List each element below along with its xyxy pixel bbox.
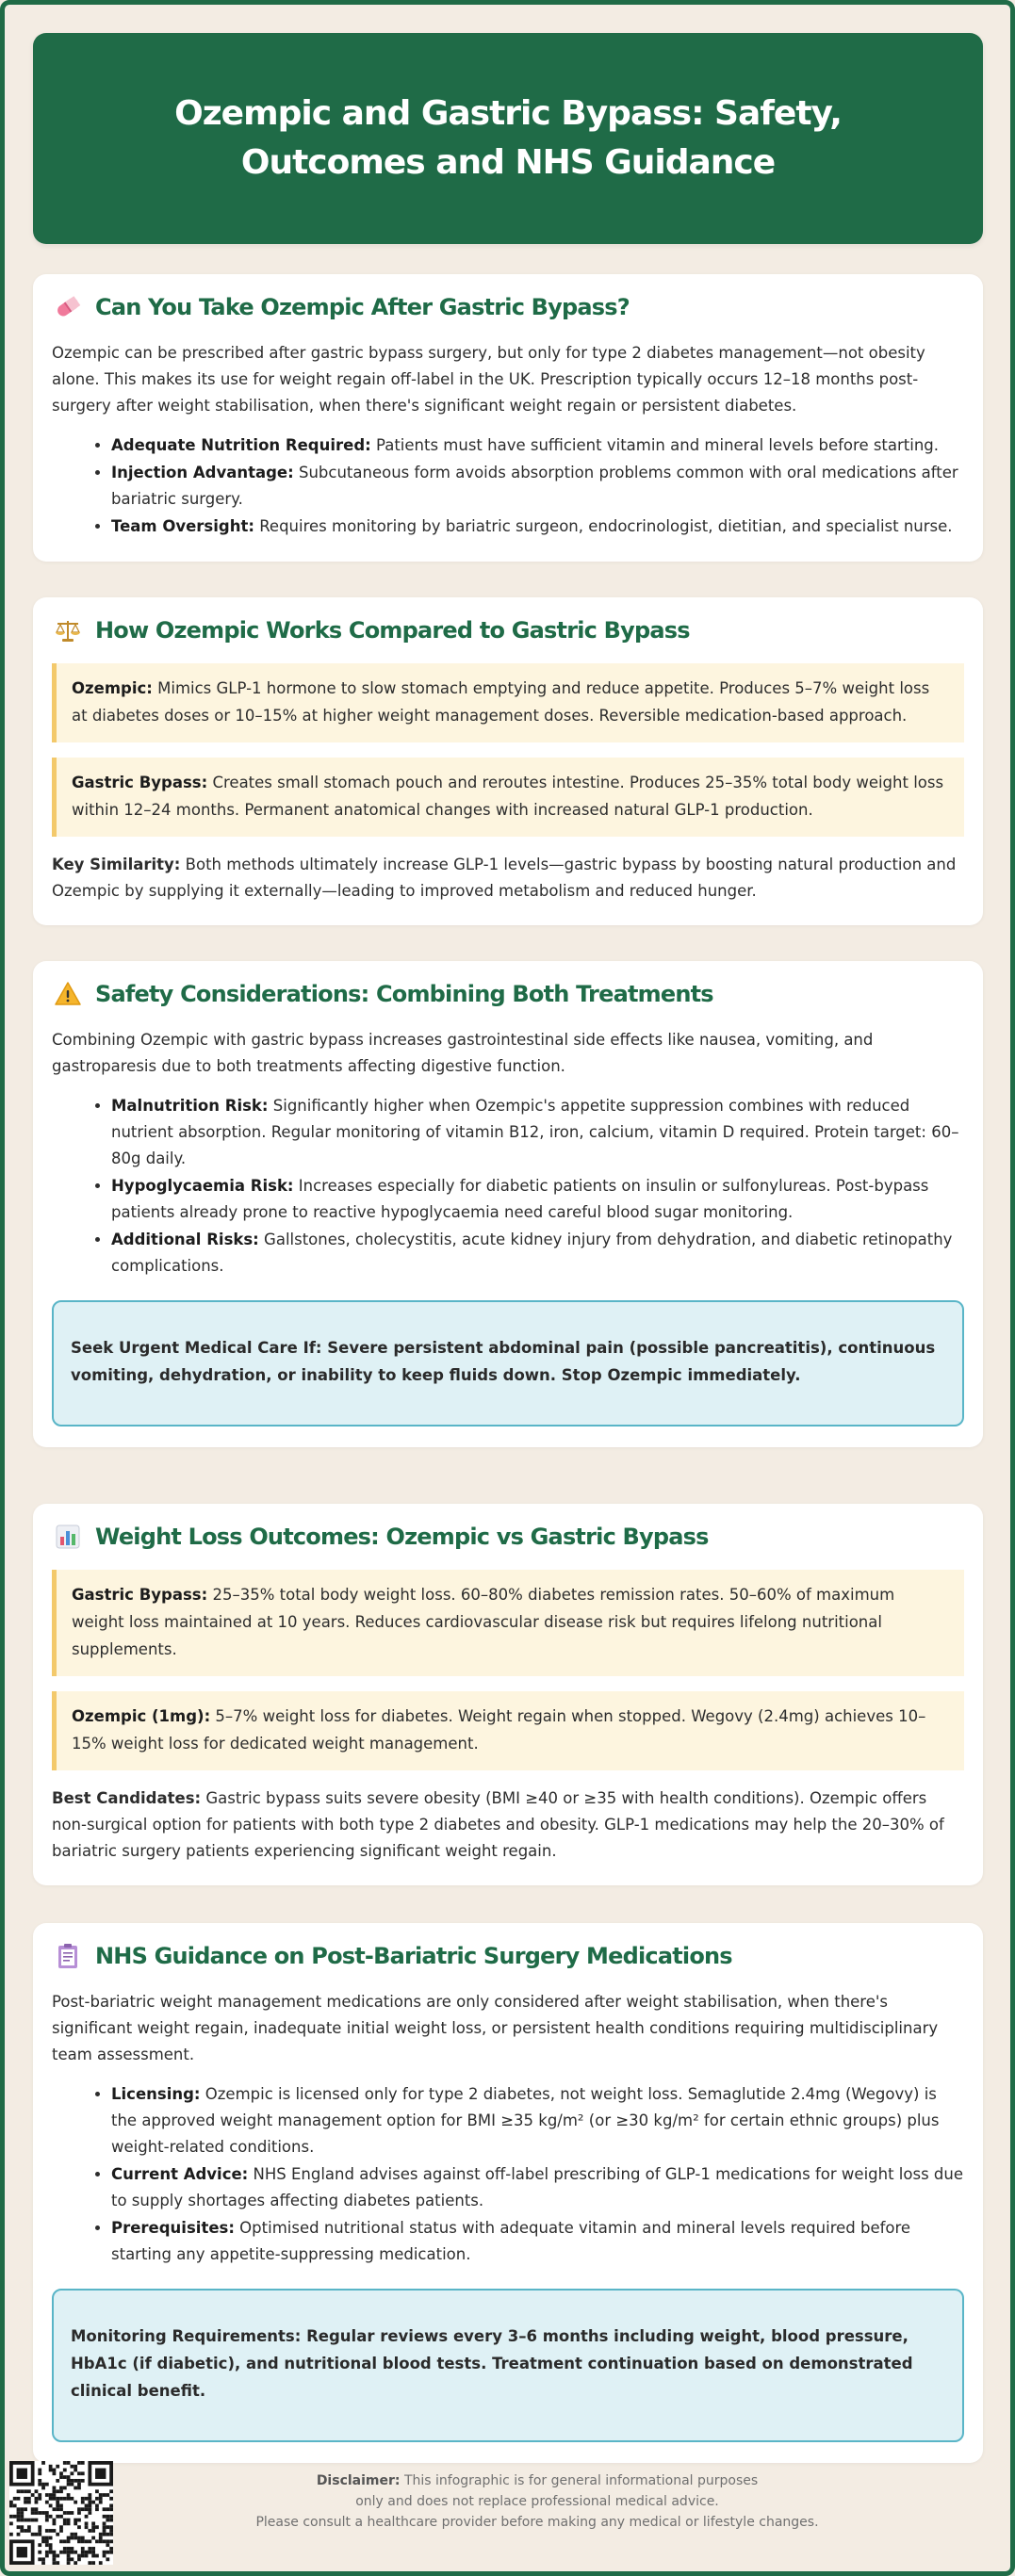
callout-ozempic-outcomes: Ozempic (1mg): 5–7% weight loss for diabetes. Weight regain when stopped. Wegovy (2.4mg) achieves 10–15% weight loss for dedicated weight management. [52,1691,964,1770]
list-item: • Team Oversight: Requires monitoring by bariatric surgeon, endocrinologist, dietitian, and specialist nurse. [111,514,964,540]
list-item: • Licensing: Ozempic is licensed only for type 2 diabetes, not weight loss. Semaglutide 2.4mg (Wegovy) is the approved weight management option for BMI ≥35 kg/m² (or ≥30 kg/m² for certain ethnic groups) plus weight-related conditions. [111,2081,964,2160]
list-item: • Hypoglycaemia Risk: Increases especially for diabetic patients on insulin or sulfonylureas. Post-bypass patients already prone to reactive hypoglycaemia need careful blood sugar monitoring. [111,1173,964,1226]
disclaimer: Disclaimer: This infographic is for general informational purposes only and does not replace professional medical advice. Please consult a healthcare provider before making any medical or lifestyle changes. [255,2473,819,2530]
page-title: Ozempic and Gastric Bypass: Safety, Outcomes and NHS Guidance [174,94,842,182]
section-nhs-guidance [33,1923,983,2463]
footer [9,2461,1006,2569]
section-heading [52,614,964,646]
clipboard-icon [52,1940,84,1972]
pill-icon [52,291,84,323]
section-intro: Ozempic can be prescribed after gastric bypass surgery, but only for type 2 diabetes management—not obesity alone. This makes its use for weight regain off-label in the UK. Prescription typically occurs 12–18 months post-surgery after weight stabilisation, when there's significant weight regain or persistent diabetes. [52,344,925,415]
list-item: • Adequate Nutrition Required: Patients must have sufficient vitamin and mineral levels before starting. [111,432,964,459]
section-intro: Combining Ozempic with gastric bypass increases gastrointestinal side effects like nausea, vomiting, and gastroparesis due to both treatments affecting digestive function. [52,1031,874,1075]
section-safety [33,961,983,1447]
section-outcomes [33,1504,983,1885]
section-can-you-take [33,274,983,562]
qr-code-icon[interactable] [9,2461,113,2565]
urgent-care-alert: Seek Urgent Medical Care If: Severe persistent abdominal pain (possible pancreatitis), continuous vomiting, dehydration, or inability to keep fluids down. Stop Ozempic immediately. [52,1300,964,1427]
section-heading [52,291,964,323]
callout-gastric-bypass: Gastric Bypass: Creates small stomach pouch and reroutes intestine. Produces 25–35% total body weight loss within 12–24 months. Permanent anatomical changes with increased natural GLP-1 production. [52,758,964,837]
bar-chart-icon [52,1521,84,1553]
bullet-list [52,1093,964,1280]
bullet-list [52,2081,964,2268]
header-banner [33,33,983,244]
scales-icon [52,614,84,646]
section-heading [52,1940,964,1972]
list-item: • Malnutrition Risk: Significantly higher when Ozempic's appetite suppression combines with reduced nutrient absorption. Regular monitoring of vitamin B12, iron, calcium, vitamin D required. Protein target: 60–80g daily. [111,1093,964,1172]
monitoring-alert: Monitoring Requirements: Regular reviews every 3–6 months including weight, blood pressure, HbA1c (if diabetic), and nutritional blood tests. Treatment continuation based on demonstrated clinical benefit. [52,2289,964,2442]
section-heading [52,1521,964,1553]
section-title: Can You Take Ozempic After Gastric Bypass? [95,294,630,320]
infographic [33,33,983,2463]
section-summary: Best Candidates: Gastric bypass suits severe obesity (BMI ≥40 or ≥35 with health conditions). Ozempic offers non-surgical option for patients with both type 2 diabetes and obesity. GLP-1 medications may help the 20–30% of bariatric surgery patients experiencing significant weight regain. [52,1789,944,1860]
section-intro: Post-bariatric weight management medications are only considered after weight stabilisation, when there's significant weight regain, inadequate initial weight loss, or persistent health conditions requiring multidisciplinary team assessment. [52,1993,939,2063]
section-title: NHS Guidance on Post-Bariatric Surgery Medications [95,1943,732,1969]
section-title: Weight Loss Outcomes: Ozempic vs Gastric Bypass [95,1524,709,1550]
section-title: How Ozempic Works Compared to Gastric Bypass [95,617,690,644]
section-title: Safety Considerations: Combining Both Treatments [95,981,713,1007]
bullet-list [52,432,964,540]
list-item: • Current Advice: NHS England advises against off-label prescribing of GLP-1 medications for weight loss due to supply shortages affecting diabetes patients. [111,2161,964,2214]
section-how-it-works [33,597,983,925]
list-item: • Additional Risks: Gallstones, cholecystitis, acute kidney injury from dehydration, and diabetic retinopathy complications. [111,1227,964,1280]
callout-gastric-bypass-outcomes: Gastric Bypass: 25–35% total body weight loss. 60–80% diabetes remission rates. 50–60% of maximum weight loss maintained at 10 years. Reduces cardiovascular disease risk but requires lifelong nutritional supplements. [52,1570,964,1676]
section-summary: Key Similarity: Both methods ultimately increase GLP-1 levels—gastric bypass by boosting natural production and Ozempic by supplying it externally—leading to improved metabolism and reduced hunger. [52,856,957,900]
list-item: • Prerequisites: Optimised nutritional status with adequate vitamin and mineral levels required before starting any appetite-suppressing medication. [111,2215,964,2268]
list-item: • Injection Advantage: Subcutaneous form avoids absorption problems common with oral medications after bariatric surgery. [111,460,964,513]
warning-icon [52,978,84,1010]
section-heading [52,978,964,1010]
callout-ozempic: Ozempic: Mimics GLP-1 hormone to slow stomach emptying and reduce appetite. Produces 5–7% weight loss at diabetes doses or 10–15% at higher weight management doses. Reversible medication-based approach. [52,663,964,742]
